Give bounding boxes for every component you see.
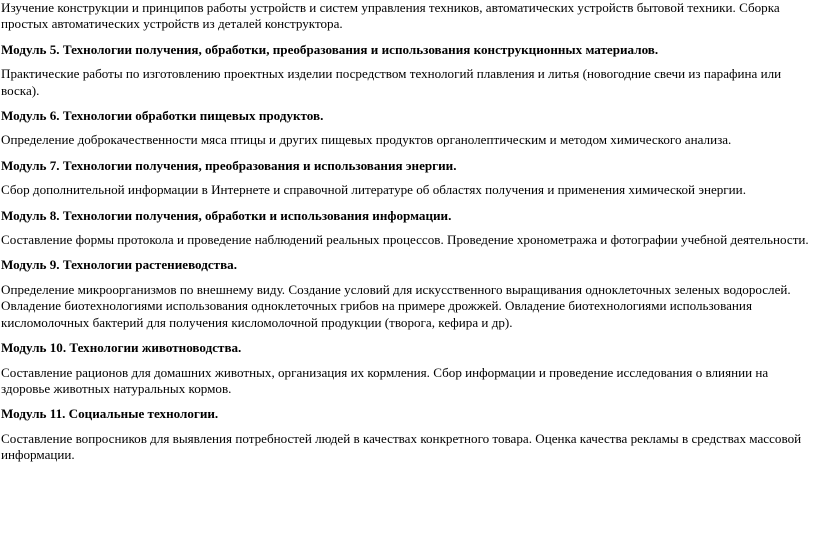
module-section [1, 108, 812, 149]
intro-paragraph: Изучение конструкции и принципов работы устройств и систем управления техников, автоматических устройств бытовой техники. Сборка простых автоматических устройств из деталей конструктора. [1, 0, 780, 32]
module-text: Составление рационов для домашних животных, организация их кормления. Сбор информации и проведение исследования о влиянии на здоровье животных натуральных кормов. [1, 364, 769, 396]
module-heading: Модуль 11. Социальные технологии. [1, 406, 219, 422]
module-section [1, 257, 812, 331]
module-section [1, 340, 812, 397]
module-text: Сбор дополнительной информации в Интернете и справочной литературе об областях получения и применения химической энергии. [1, 182, 746, 198]
module-heading: Модуль 5. Технологии получения, обработки, преобразования и использования конструкционных материалов. [1, 41, 659, 57]
module-text: Практические работы по изготовлению проектных изделии посредством технологий плавления и литья (новогодние свечи из парафина или воска). [1, 66, 782, 98]
module-heading: Модуль 8. Технологии получения, обработки и использования информации. [1, 207, 452, 223]
module-section [1, 42, 812, 99]
module-section [1, 406, 812, 463]
module-section [1, 208, 812, 249]
module-text: Определение микроорганизмов по внешнему виду. Создание условий для искусственного выращивания одноклеточных зеленых водорослей. Овладение биотехнологиями использования одноклеточных грибов на примере дрожжей. Овладение биотехнологиями использования кисломолочных бактерий для получения кисломолочной продукции (творога, кефира и др). [1, 281, 791, 330]
module-heading: Модуль 7. Технологии получения, преобразования и использования энергии. [1, 157, 457, 173]
module-heading: Модуль 10. Технологии животноводства. [1, 340, 242, 356]
module-text: Составление формы протокола и проведение наблюдений реальных процессов. Проведение хронометража и фотографии учебной деятельности. [1, 232, 809, 248]
module-heading: Модуль 6. Технологии обработки пищевых продуктов. [1, 108, 324, 124]
module-section [1, 158, 812, 199]
module-text: Составление вопросников для выявления потребностей людей в качествах конкретного товара. Оценка качества рекламы в средствах массовой информации. [1, 430, 802, 463]
module-heading: Модуль 9. Технологии растениеводства. [1, 257, 237, 273]
module-text: Определение доброкачественности мяса птицы и других пищевых продуктов органолептическим и методом химического анализа. [1, 132, 732, 148]
